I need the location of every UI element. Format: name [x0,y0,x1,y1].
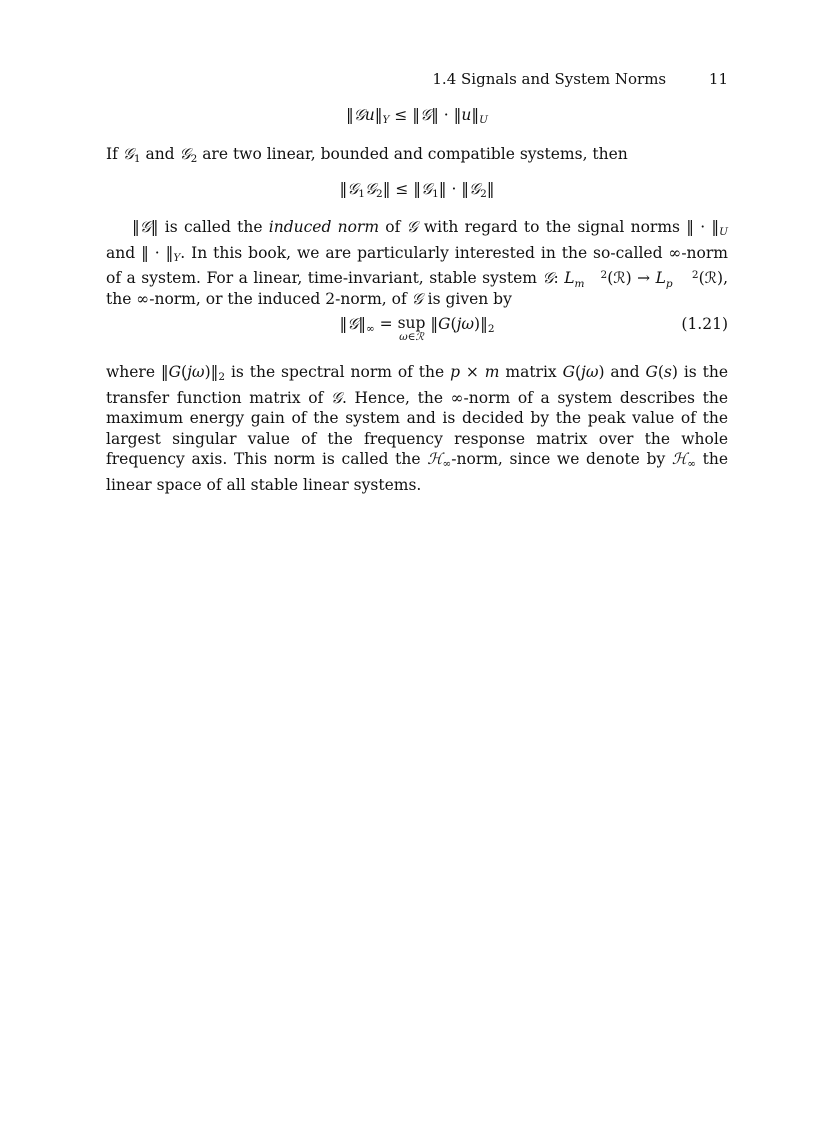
equation-render: ‖𝒢$_1$𝒢$_2$‖ ≤ ‖𝒢$_1$‖ · ‖𝒢$_2$‖ [339,180,495,200]
equation-render: $‖𝒢u‖_Y$ ≤ ‖𝒢‖ · $‖u‖_U$ [346,106,488,126]
equation-hinf-norm [106,315,728,343]
running-header [432,70,728,88]
page-number: 11 [708,70,728,88]
equation-render: $‖𝒢‖_\infty$ = sup ω∈ℛ $‖G(j\omega)‖_2$ [339,314,495,343]
paragraph-compatible-systems: If 𝒢$_1$ and 𝒢$_2$ are two linear, bounded and compatible systems, then [106,145,628,165]
equation-submultiplicative [106,180,728,200]
equation-number: (1.21) [681,315,728,333]
equation-operator-norm-bound [106,106,728,126]
paragraph-induced-norm: ‖𝒢‖ is called the induced norm of 𝒢 with regard to the signal norms ‖ · $‖_U$ and ‖ · $‖_Y$. In this book, we are particularly interested in the so-called ∞-norm of a system. For a linear, time-invariant, stable system 𝒢: L 2 m (ℛ) → L 2 p (ℛ), the ∞-norm, or the induced 2-norm, of 𝒢 is given by [106,218,728,308]
paragraph-spectral-norm: where $‖G(j\omega)‖_2$ is the spectral norm of the p × m matrix G(jω) and G(s) is the transfer function matrix of 𝒢. Hence, the ∞-norm of a system describes the maximum energy gain of the system and is decided by the peak value of the largest singular value of the frequency response matrix over the whole frequency axis. This norm is called the ℋ$_\infty$-norm, since we denote by ℋ$_\infty$ the linear space of all stable linear systems. [106,363,729,494]
section-title: 1.4 Signals and System Norms [432,70,667,88]
